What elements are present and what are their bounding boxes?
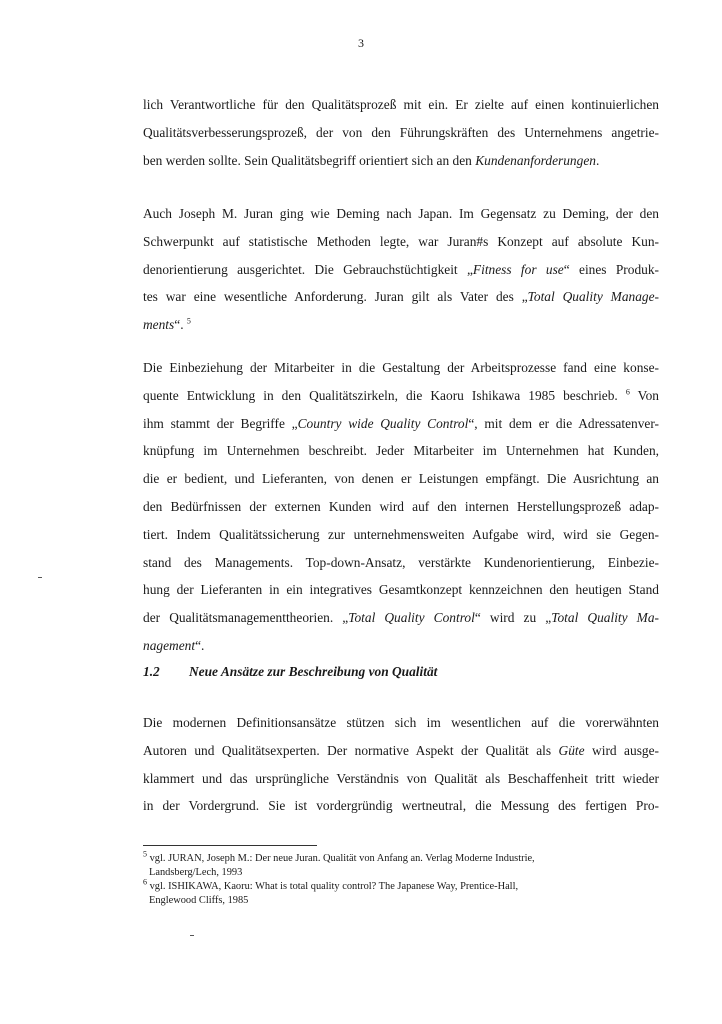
text-line: stand des Managements. Top-down-Ansatz, verstärkte Kundenorientierung, Einbezie- bbox=[143, 554, 659, 570]
section-title: Neue Ansätze zur Beschreibung von Qualität bbox=[189, 664, 438, 679]
text-line: ihm stammt der Begriffe „Country wide Quality Control“, mit dem er die Adressatenver- bbox=[143, 415, 659, 431]
text-line: in der Vordergrund. Sie ist vordergründig wertneutral, die Messung des fertigen Pro- bbox=[143, 798, 659, 814]
text-line: der Qualitätsmanagementtheorien. „Total Quality Control“ wird zu „Total Quality Ma- bbox=[143, 610, 659, 626]
footnote-ref[interactable]: 5 bbox=[186, 316, 191, 326]
footnote-item: $^6$ vgl. ISHIKAWA, Kaoru: What is total quality control? The Japanese Way, Prentice-Hall, Englewood Cliffs, 1985 bbox=[143, 877, 519, 906]
text-line: Autoren und Qualitätsexperten. Der normative Aspekt der Qualität als Güte wird ausge- bbox=[143, 742, 659, 758]
text-line: Qualitätsverbesserungsprozeß, der von den Führungskräften des Unternehmens angetrie- bbox=[143, 124, 659, 140]
emphasis: Kundenanforderungen bbox=[475, 152, 596, 168]
page-number: 3 bbox=[358, 36, 364, 50]
scan-mark bbox=[38, 577, 42, 578]
footnote-ref[interactable]: 6 bbox=[625, 387, 630, 397]
footnote-item: $^5$ vgl. JURAN, Joseph M.: Der neue Juran. Qualität von Anfang an. Verlag Moderne Industrie, Landsberg/Lech, 1993 bbox=[143, 849, 535, 878]
section-number: 1.2 bbox=[143, 664, 160, 679]
text-line: nagement“. bbox=[143, 637, 205, 653]
footnote-divider bbox=[143, 845, 317, 846]
scan-mark bbox=[190, 935, 194, 936]
section-heading bbox=[143, 664, 437, 680]
text-line: den Bedürfnissen der externen Kunden wird auf den internen Herstellungsprozeß adap- bbox=[143, 498, 659, 514]
text-line: denorientierung ausgerichtet. Die Gebrauchstüchtigkeit „Fitness for use“ eines Produk- bbox=[143, 261, 659, 277]
paragraph-2 bbox=[143, 200, 659, 339]
text-line: tes war eine wesentliche Anforderung. Juran gilt als Vater des „Total Quality Manage- bbox=[143, 289, 660, 305]
text-line: Schwerpunkt auf statistische Methoden legte, war Juran#s Konzept auf absolute Kun- bbox=[143, 233, 659, 249]
paragraph-4 bbox=[143, 709, 659, 820]
text-line: knüpfung im Unternehmen beschreibt. Jeder Mitarbeiter im Unternehmen hat Kunden, bbox=[143, 443, 659, 459]
text-line: hung der Lieferanten in ein integratives Gesamtkonzept kennzeichnen den heutigen Stand bbox=[143, 582, 659, 598]
paragraph-3 bbox=[143, 354, 659, 660]
text-line: quente Entwicklung in den Qualitätszirkeln, die Kaoru Ishikawa 1985 beschrieb. $^6$ Von bbox=[143, 387, 659, 403]
footnotes bbox=[143, 849, 659, 908]
text-line: die er bedient, und Lieferanten, von denen er Leistungen empfängt. Die Ausrichtung an bbox=[143, 471, 659, 487]
text-line: Auch Joseph M. Juran ging wie Deming nach Japan. Im Gegensatz zu Deming, der den bbox=[143, 206, 659, 221]
paragraph-1 bbox=[143, 91, 659, 174]
text-line: lich Verantwortliche für den Qualitätsprozeß mit ein. Er zielte auf einen kontinuierlichen bbox=[143, 97, 659, 112]
text-line: ments“. $^5$ bbox=[143, 316, 191, 333]
text-line: Die modernen Definitionsansätze stützen sich im wesentlichen auf die vorerwähnten bbox=[143, 715, 659, 730]
text-line: klammert und das ursprüngliche Verständnis von Qualität als Beschaffenheit tritt wieder bbox=[143, 770, 659, 786]
text-line: tiert. Indem Qualitätssicherung zur unternehmensweiten Aufgabe wird, wird sie Gegen- bbox=[143, 526, 659, 542]
text-line: ben werden sollte. Sein Qualitätsbegriff orientiert sich an den Kundenanforderungen. bbox=[143, 152, 600, 168]
text-line: Die Einbeziehung der Mitarbeiter in die Gestaltung der Arbeitsprozesse fand eine konse- bbox=[143, 360, 659, 375]
